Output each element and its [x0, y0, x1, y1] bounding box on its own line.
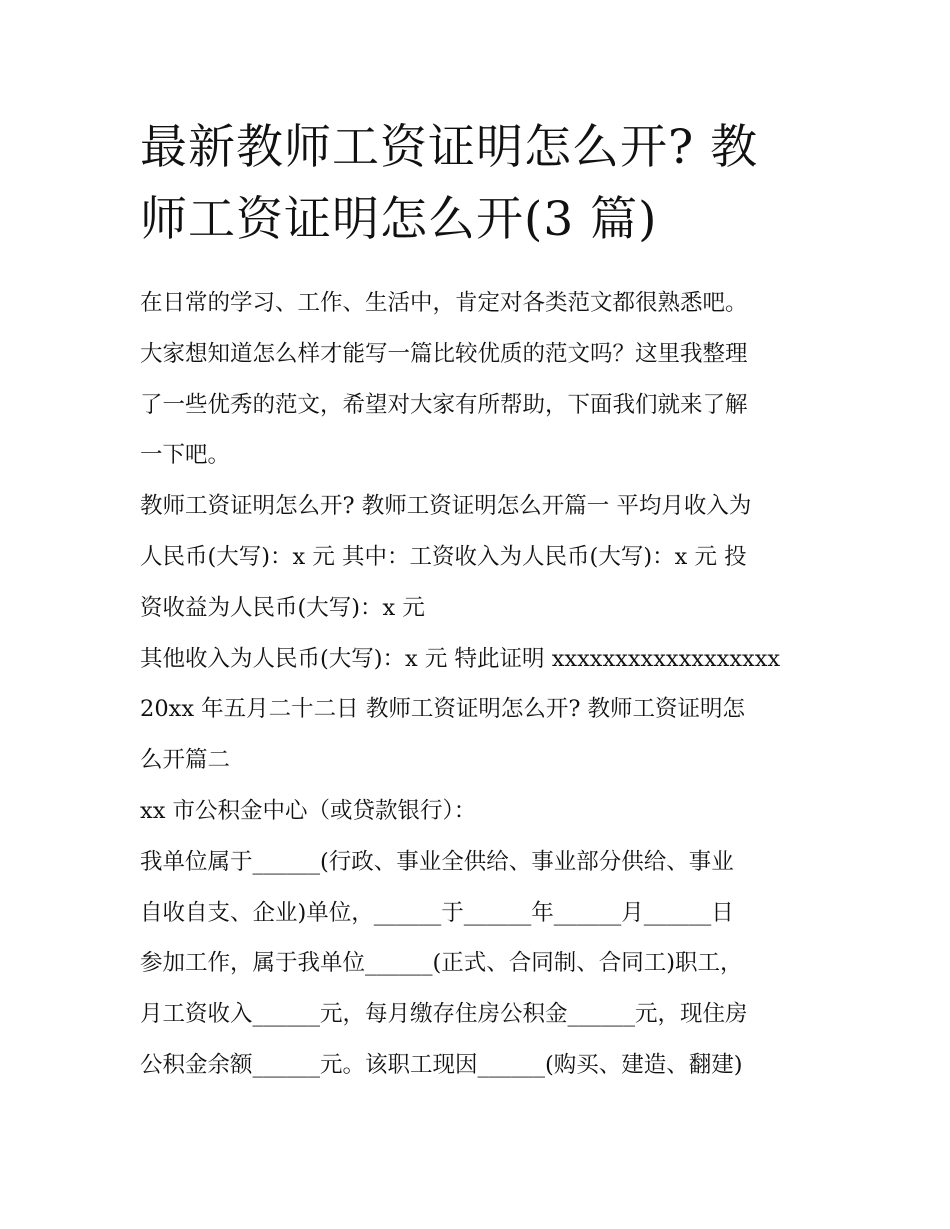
body-line: 其他收入为人民币(大写)：x 元 特此证明 xxxxxxxxxxxxxxxxxx — [140, 645, 781, 672]
body-line: 么开篇二 — [140, 747, 231, 774]
body-line: 一下吧。 — [140, 442, 231, 469]
title-line-1: 最新教师工资证明怎么开? 教 — [140, 120, 759, 175]
body-line: 自收自支、企业)单位，______于______年______月______日 — [140, 899, 734, 926]
body-line: 大家想知道怎么样才能写一篇比较优质的范文吗？这里我整理 — [140, 340, 748, 367]
document-page — [140, 112, 820, 1091]
document-title — [140, 112, 820, 256]
body-line: 月工资收入______元，每月缴存住房公积金______元，现住房 — [140, 1001, 748, 1028]
body-line: 教师工资证明怎么开? 教师工资证明怎么开篇一 平均月收入为 — [140, 493, 752, 520]
body-line: 在日常的学习、工作、生活中，肯定对各类范文都很熟悉吧。 — [140, 290, 748, 316]
body-line: 资收益为人民币(大写)：x 元 — [140, 594, 425, 621]
body-line: 公积金余额______元。该职工现因______(购买、建造、翻建) — [140, 1051, 743, 1078]
body-line: 参加工作，属于我单位______(正式、合同制、合同工)职工， — [140, 950, 743, 977]
body-line: 了一些优秀的范文，希望对大家有所帮助，下面我们就来了解 — [140, 391, 748, 418]
body-line: 人民币(大写)：x 元 其中：工资收入为人民币(大写)：x 元 投 — [140, 543, 747, 570]
body-line: 我单位属于______(行政、事业全供给、事业部分供给、事业 — [140, 848, 734, 875]
body-line: 20xx 年五月二十二日 教师工资证明怎么开? 教师工资证明怎 — [140, 696, 746, 723]
document-body — [140, 278, 820, 1091]
body-line: xx 市公积金中心（或贷款银行）： — [140, 797, 477, 824]
title-line-2: 师工资证明怎么开(3 篇) — [140, 192, 658, 247]
